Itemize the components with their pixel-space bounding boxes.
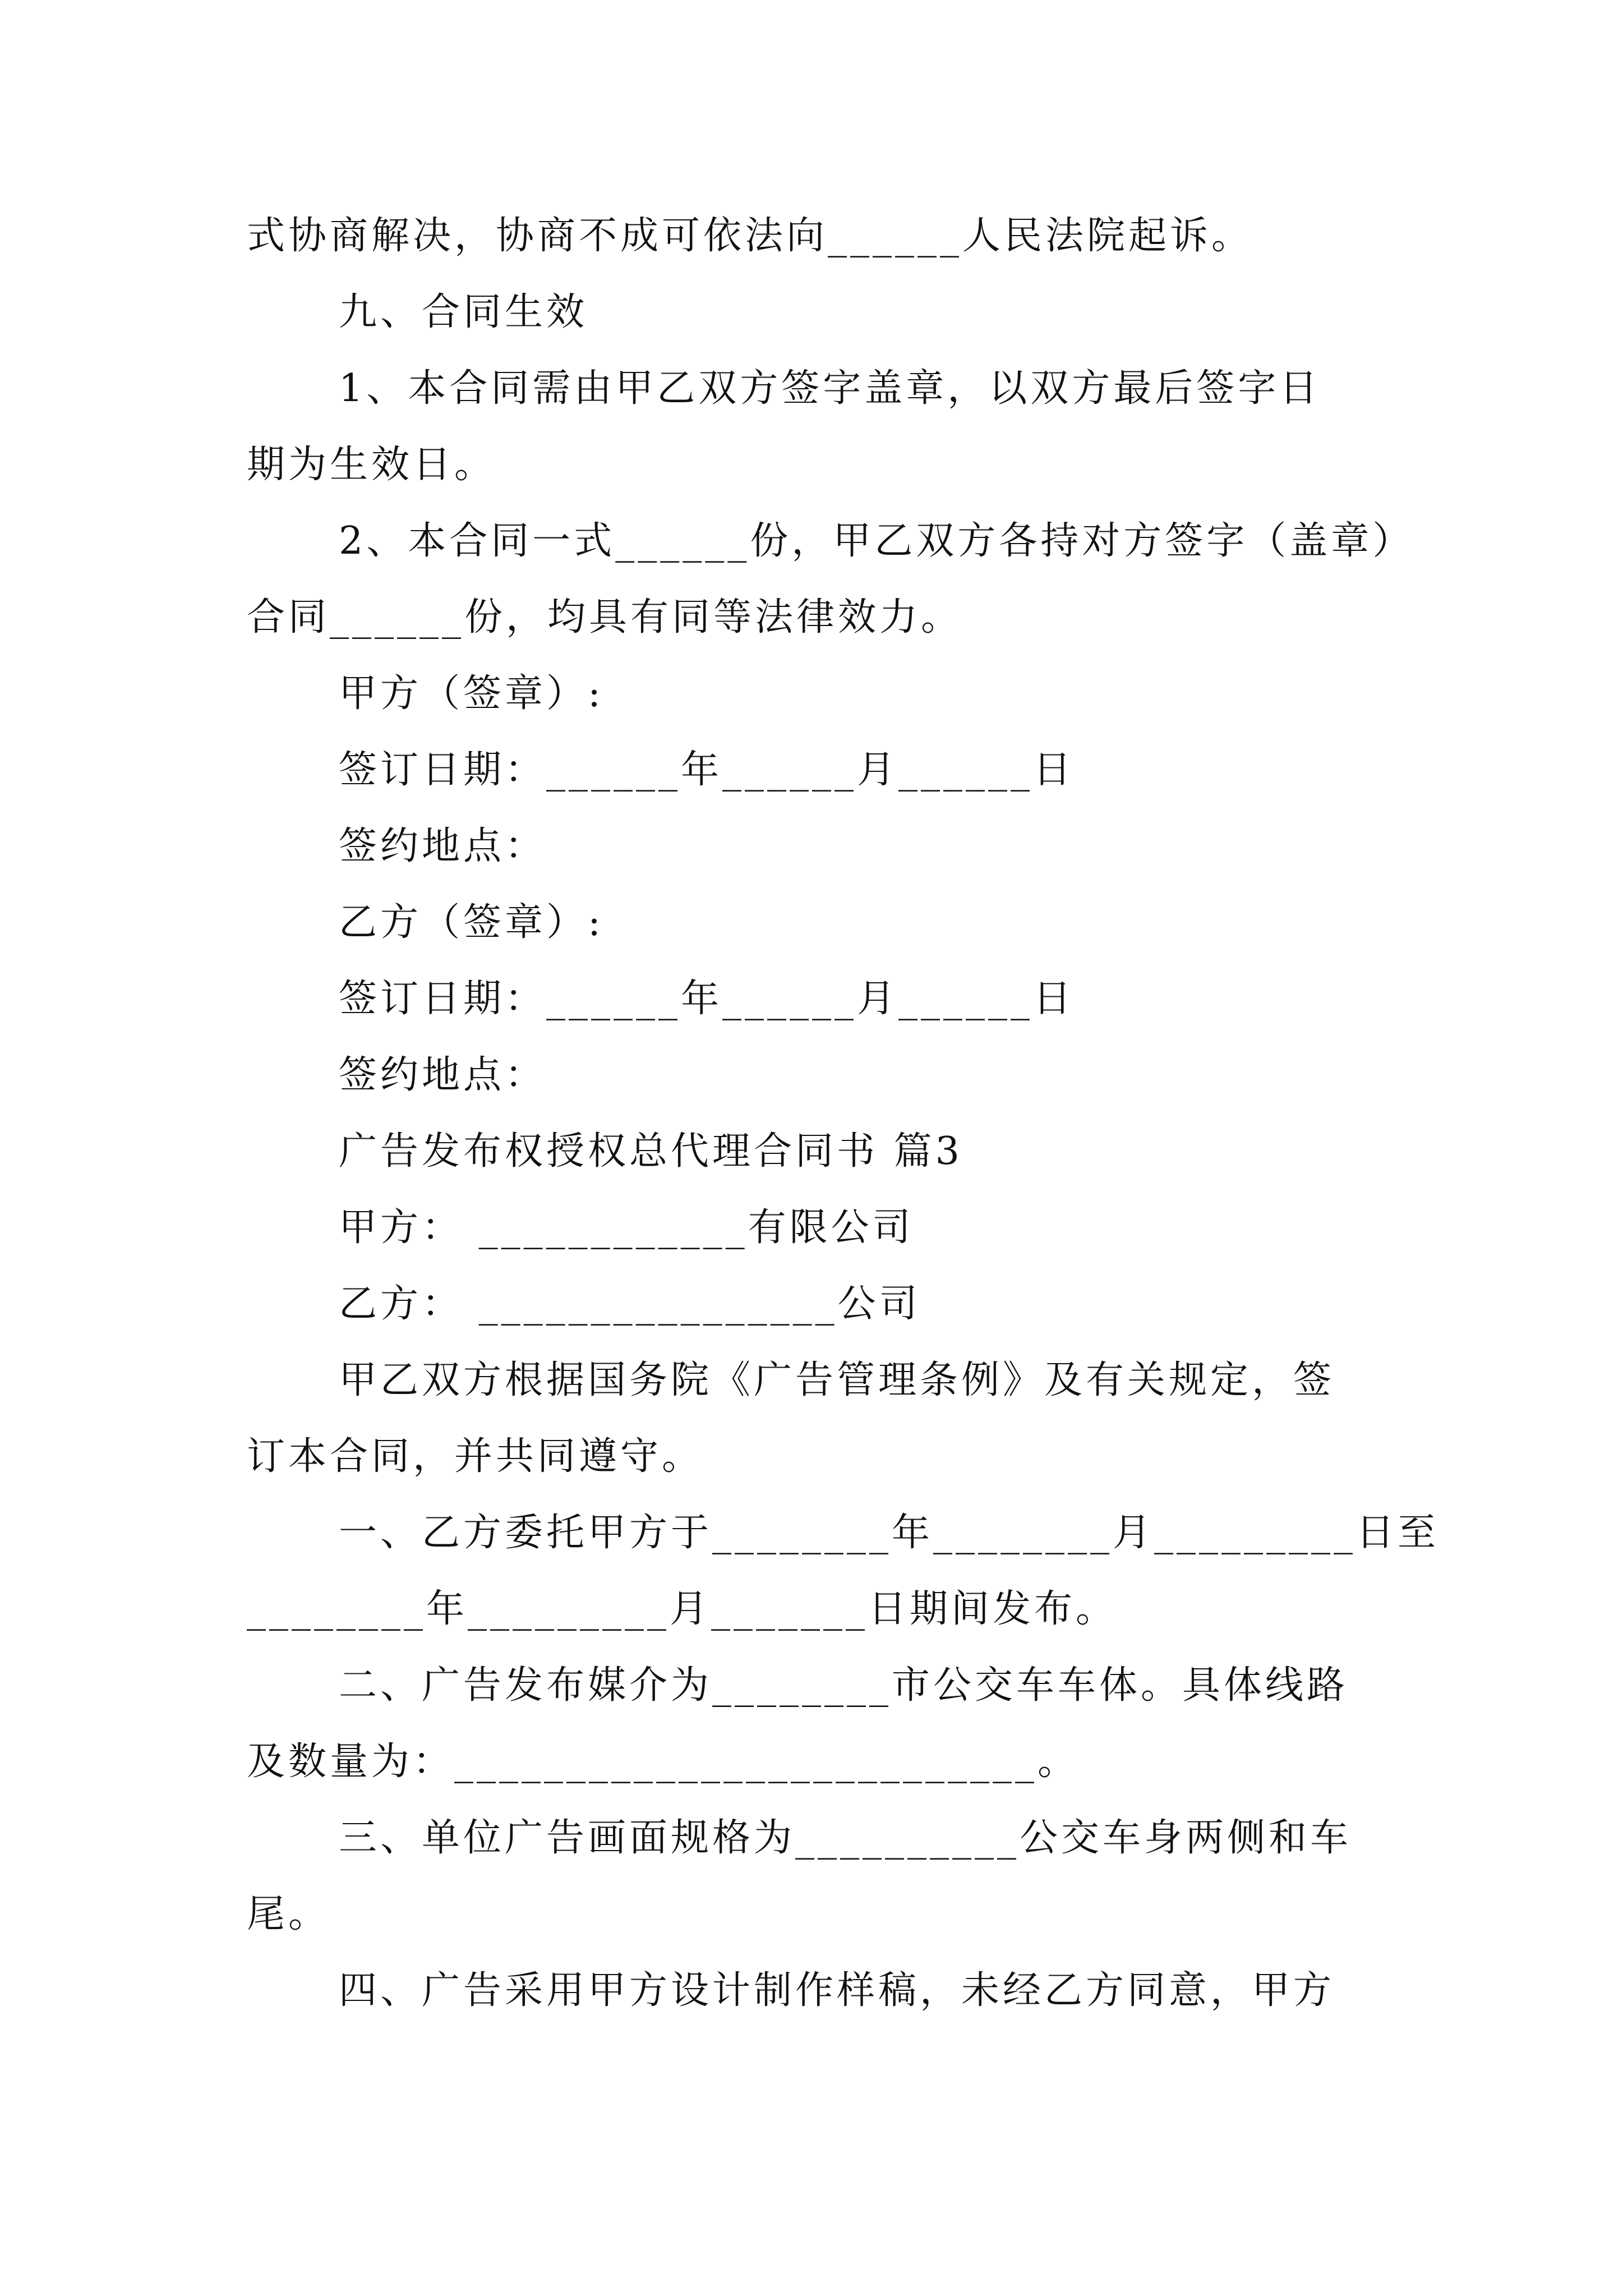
text-line: ________年_________月_______日期间发布。 [247, 1587, 1118, 1631]
section-heading: 广告发布权授权总代理合同书 篇3 [339, 1129, 963, 1174]
text-line: 三、单位广告画面规格为__________公交车身两侧和车 [339, 1816, 1352, 1860]
text-line: 订本合同，并共同遵守。 [247, 1434, 704, 1479]
text-line: 签约地点： [339, 1053, 547, 1097]
section-heading: 九、合同生效 [339, 290, 588, 334]
text-line: 签约地点： [339, 824, 547, 868]
text-line: 乙方： ________________公司 [339, 1282, 921, 1326]
text-line: 签订日期：______年______月______日 [339, 748, 1075, 792]
text-line: 甲方（签章）: [339, 671, 604, 716]
text-line: 1、本合同需由甲乙双方签字盖章，以双方最后签字日 [339, 366, 1321, 411]
text-line: 乙方（签章）: [339, 900, 604, 945]
text-line: 一、乙方委托甲方于________年________月_________日至 [339, 1511, 1440, 1555]
text-line: 签订日期：______年______月______日 [339, 977, 1075, 1021]
text-line: 甲方： ____________有限公司 [339, 1205, 914, 1250]
text-line: 期为生效日。 [247, 443, 496, 487]
text-line: 式协商解决，协商不成可依法向______人民法院起诉。 [247, 214, 1253, 258]
text-line: 二、广告发布媒介为________市公交车车体。具体线路 [339, 1663, 1349, 1708]
text-line: 四、广告采用甲方设计制作样稿，未经乙方同意，甲方 [339, 1968, 1335, 2013]
text-line: 尾。 [247, 1892, 330, 1936]
text-line: 甲乙双方根据国务院《广告管理条例》及有关规定，签 [339, 1358, 1335, 1402]
text-line: 2、本合同一式______份，甲乙双方各持对方签字（盖章） [339, 519, 1414, 563]
text-line: 及数量为：__________________________。 [247, 1740, 1080, 1784]
text-line: 合同______份，均具有同等法律效力。 [247, 595, 963, 639]
